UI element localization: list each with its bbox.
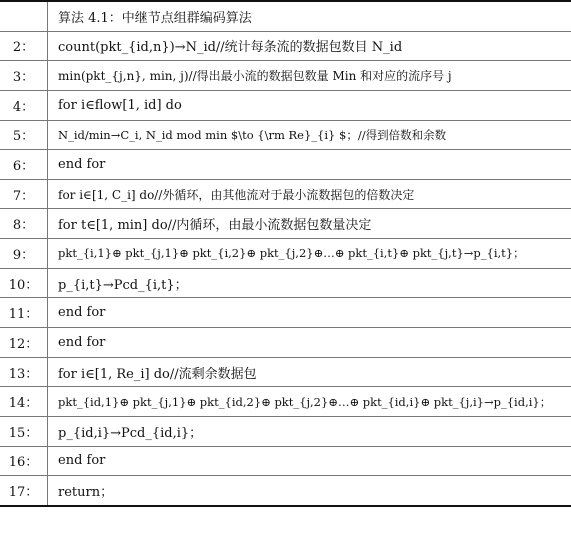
line-number: 17： — [0, 476, 48, 506]
line-content: end for — [48, 328, 571, 358]
table-row — [0, 239, 571, 269]
table-row — [0, 446, 571, 476]
line-number: 4： — [0, 90, 48, 120]
line-content: N_id/min→C_i, N_id mod min $\to {\rm Re}_{i} $；//得到倍数和余数 — [48, 120, 571, 150]
line-content: pkt_{i,1}⊕ pkt_{j,1}⊕ pkt_{i,2}⊕ pkt_{j,2}⊕…⊕ pkt_{i,t}⊕ pkt_{j,t}→p_{i,t}； — [48, 239, 571, 269]
table-row — [0, 61, 571, 91]
algorithm-title: 算法 4.1：中继节点组群编码算法 — [48, 1, 571, 31]
table-row — [0, 328, 571, 358]
line-content: for t∈[1, min] do//内循环，由最小流数据包数量决定 — [48, 209, 571, 239]
line-content: for i∈[1, C_i] do//外循环，由其他流对于最小流数据包的倍数决定 — [48, 179, 571, 209]
table-row — [0, 31, 571, 61]
table-row — [0, 387, 571, 417]
line-content: end for — [48, 150, 571, 180]
line-content: end for — [48, 446, 571, 476]
title-row — [0, 1, 571, 31]
line-number: 9： — [0, 239, 48, 269]
table-row — [0, 476, 571, 506]
line-number: 7： — [0, 179, 48, 209]
line-number: 10： — [0, 268, 48, 298]
line-number: 3： — [0, 61, 48, 91]
line-content: min(pkt_{j,n}, min, j)//得出最小流的数据包数量 Min 和对应的流序号 j — [48, 61, 571, 91]
table-row — [0, 416, 571, 446]
line-content: end for — [48, 298, 571, 328]
line-content: p_{id,i}→Pcd_{id,i}； — [48, 416, 571, 446]
table-row — [0, 150, 571, 180]
line-content: return； — [48, 476, 571, 506]
table-row — [0, 298, 571, 328]
line-content: p_{i,t}→Pcd_{i,t}； — [48, 268, 571, 298]
line-number: 8： — [0, 209, 48, 239]
table-row — [0, 357, 571, 387]
title-number-cell — [0, 1, 48, 31]
line-content: for i∈flow[1, id] do — [48, 90, 571, 120]
line-number: 6： — [0, 150, 48, 180]
line-number: 16： — [0, 446, 48, 476]
table-row — [0, 268, 571, 298]
table-row — [0, 120, 571, 150]
line-number: 2： — [0, 31, 48, 61]
line-number: 13： — [0, 357, 48, 387]
table-row — [0, 209, 571, 239]
table-row — [0, 90, 571, 120]
line-content: for i∈[1, Re_i] do//流剩余数据包 — [48, 357, 571, 387]
line-number: 12： — [0, 328, 48, 358]
line-number: 14： — [0, 387, 48, 417]
line-number: 11： — [0, 298, 48, 328]
line-number: 5： — [0, 120, 48, 150]
line-number: 15： — [0, 416, 48, 446]
line-content: pkt_{id,1}⊕ pkt_{j,1}⊕ pkt_{id,2}⊕ pkt_{j,2}⊕…⊕ pkt_{id,i}⊕ pkt_{j,i}→p_{id,i}； — [48, 387, 571, 417]
table-row — [0, 179, 571, 209]
line-content: count(pkt_{id,n})→N_id//统计每条流的数据包数目 N_id — [48, 31, 571, 61]
